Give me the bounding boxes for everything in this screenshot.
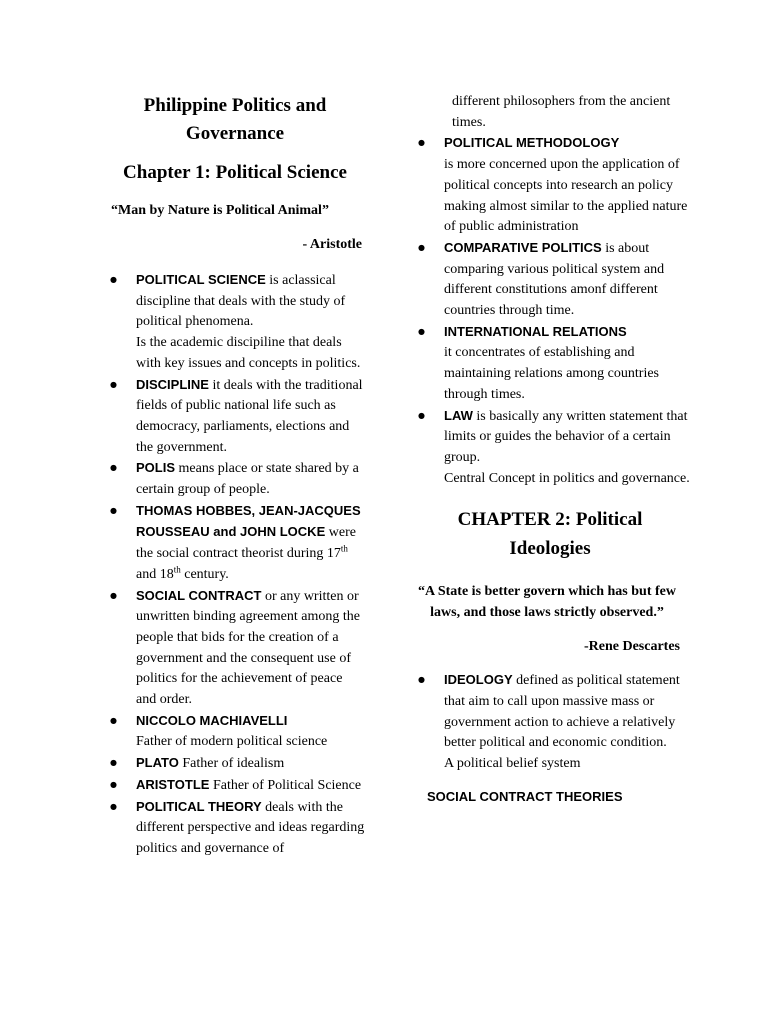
list-item xyxy=(412,133,702,238)
chapter2-heading-line2: Ideologies xyxy=(509,538,591,560)
left-column xyxy=(104,0,366,860)
chapter1-list-right xyxy=(412,133,702,489)
term-contract-theorists: THOMAS HOBBES, JEAN-JACQUES ROUSSEAU and JOHN LOCKE xyxy=(136,502,361,540)
doc-title-line1: Philippine Politics and xyxy=(143,95,327,116)
term-comparative-politics: COMPARATIVE POLITICS xyxy=(444,239,602,255)
list-item xyxy=(104,753,366,775)
continued-text: different philosophers from the ancient times. xyxy=(452,94,671,130)
chapter1-heading: Chapter 1: Political Science xyxy=(123,162,347,183)
term-law: LAW xyxy=(444,407,473,423)
chapter2-quote: “A State is better govern which has but few laws, and those laws strictly observed.” xyxy=(418,584,676,621)
list-item xyxy=(412,238,702,322)
list-item xyxy=(104,270,366,375)
definition: Father of idealism xyxy=(178,756,285,772)
term-polis: POLIS xyxy=(136,460,176,476)
definition: Father of modern political science xyxy=(136,734,328,750)
definition: it concentrates of establishing and maintaining relations among countries through times. xyxy=(444,345,660,402)
definition: it deals with the traditional fields of public national life such as democracy, parliaments, elections and the government. xyxy=(136,377,363,455)
list-item xyxy=(104,458,366,500)
list-item xyxy=(104,375,366,459)
definition: deals with the different perspective and ideas regarding politics and governance of xyxy=(136,799,365,856)
list-item xyxy=(412,670,702,775)
chapter1-quote: “Man by Nature is Political Animal” xyxy=(111,203,329,218)
definition: is basically any written statement that limits or guides the behavior of a certain group. xyxy=(444,408,688,465)
term-plato: PLATO xyxy=(136,755,179,771)
definition: were the social contract theorist during 17 xyxy=(136,525,356,562)
term-discipline: DISCIPLINE xyxy=(136,376,209,392)
definition: Father of Political Science xyxy=(209,777,362,793)
term-ideology: IDEOLOGY xyxy=(444,672,513,688)
chapter2-heading xyxy=(412,505,702,563)
definition: is about comparing various political system and different constitutions amonf different countries through time. xyxy=(444,240,665,319)
right-column xyxy=(412,0,702,807)
term-political-theory: POLITICAL THEORY xyxy=(136,798,262,814)
term-political-methodology: POLITICAL METHODOLOGY xyxy=(444,135,620,151)
chapter1-quote-author: - Aristotle xyxy=(302,237,362,252)
list-item xyxy=(104,711,366,753)
social-contract-theories-heading: SOCIAL CONTRACT THEORIES xyxy=(427,788,623,804)
definition: century. xyxy=(180,566,229,582)
chapter2-list xyxy=(412,670,702,775)
list-item xyxy=(412,322,702,406)
definition-extra: Is the academic discipiline that deals with key issues and concepts in politics. xyxy=(136,335,361,371)
doc-title xyxy=(104,92,366,148)
definition: and 18 xyxy=(136,566,174,582)
definition: defined as political statement that aim to call upon massive mass or government action to achieve a relatively better political and economic condition. xyxy=(444,673,680,751)
definition: means place or state shared by a certain group of people. xyxy=(136,461,359,498)
definition: or any written or unwritten binding agreement among the people that bids for the creation of a government and the consequent use of politics for the achievement of peace and order. xyxy=(136,588,360,708)
superscript: th xyxy=(340,543,348,554)
list-item xyxy=(104,775,366,797)
term-aristotle: ARISTOTLE xyxy=(136,776,210,792)
chapter2-quote-author: -Rene Descartes xyxy=(583,639,680,655)
list-item xyxy=(412,406,702,490)
chapter2-heading-line1: CHAPTER 2: Political xyxy=(457,509,643,531)
list-item xyxy=(104,586,366,711)
term-social-contract: SOCIAL CONTRACT xyxy=(136,587,262,603)
chapter1-list-left xyxy=(104,270,366,860)
term-international-relations: INTERNATIONAL RELATIONS xyxy=(444,323,627,339)
superscript: th xyxy=(173,564,181,575)
definition-extra: Central Concept in politics and governance. xyxy=(444,470,690,486)
term-political-science: POLITICAL SCIENCE xyxy=(136,272,266,287)
definition: is more concerned upon the application of political concepts into research an policy making almost similar to the applied nature of public administration xyxy=(444,157,688,235)
definition: is aclassical discipline that deals with the study of political phenomena. xyxy=(136,273,346,330)
list-item xyxy=(104,797,366,860)
doc-title-line2: Governance xyxy=(185,123,285,144)
list-item xyxy=(104,501,366,586)
term-machiavelli: NICCOLO MACHIAVELLI xyxy=(136,712,288,728)
definition-extra: A political belief system xyxy=(444,756,581,772)
